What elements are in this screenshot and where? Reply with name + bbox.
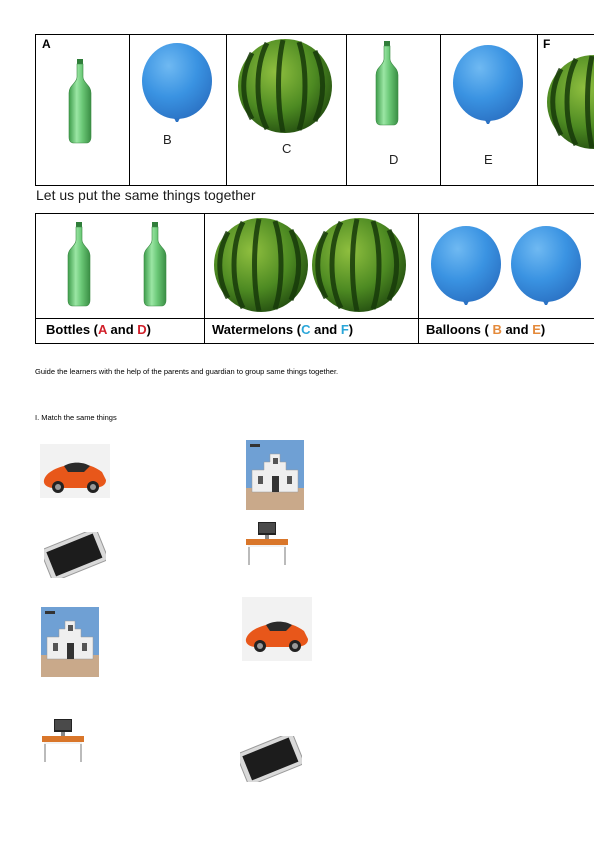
building-image — [246, 440, 304, 510]
cell-d — [346, 35, 441, 185]
cell-c — [226, 35, 347, 185]
bottle-image — [64, 220, 94, 310]
balloon-image — [450, 43, 526, 129]
balloon-image — [139, 41, 215, 127]
bottle-image — [140, 220, 170, 310]
balloon-image — [508, 224, 584, 310]
watermelon-image — [236, 37, 334, 135]
cell-e — [440, 35, 538, 185]
items-table — [35, 34, 594, 186]
letter-b: B — [163, 132, 172, 147]
letter-d: D — [389, 152, 399, 167]
exercise-title: I. Match the same things — [35, 413, 117, 422]
letter-a: A — [42, 37, 51, 51]
group-balloons: Balloons ( B and E) — [426, 322, 546, 337]
groups-table — [35, 213, 594, 344]
car-image — [40, 444, 110, 498]
balloon-image — [428, 224, 504, 310]
cell-f — [537, 35, 594, 185]
group-bottles: Bottles (A and D) — [46, 322, 151, 337]
watermelon-image — [545, 53, 594, 151]
building-image — [41, 607, 99, 677]
group-watermelons: Watermelons (C and F) — [212, 322, 354, 337]
desk-image — [38, 719, 92, 769]
bottle-image — [372, 39, 402, 129]
instruction: Guide the learners with the help of the parents and guardian to group same things together. — [35, 367, 339, 376]
cell-a — [36, 35, 130, 185]
desk-image — [240, 522, 294, 574]
watermelon-image — [212, 216, 310, 314]
letter-f: F — [543, 37, 551, 51]
tablet-image — [240, 736, 302, 782]
car-image — [242, 597, 312, 661]
letter-e: E — [484, 152, 493, 167]
tablet-image — [44, 532, 106, 578]
cell-b — [129, 35, 227, 185]
letter-c: C — [282, 141, 292, 156]
watermelon-image — [310, 216, 408, 314]
bottle-image — [65, 57, 95, 147]
caption: Let us put the same things together — [36, 187, 256, 203]
